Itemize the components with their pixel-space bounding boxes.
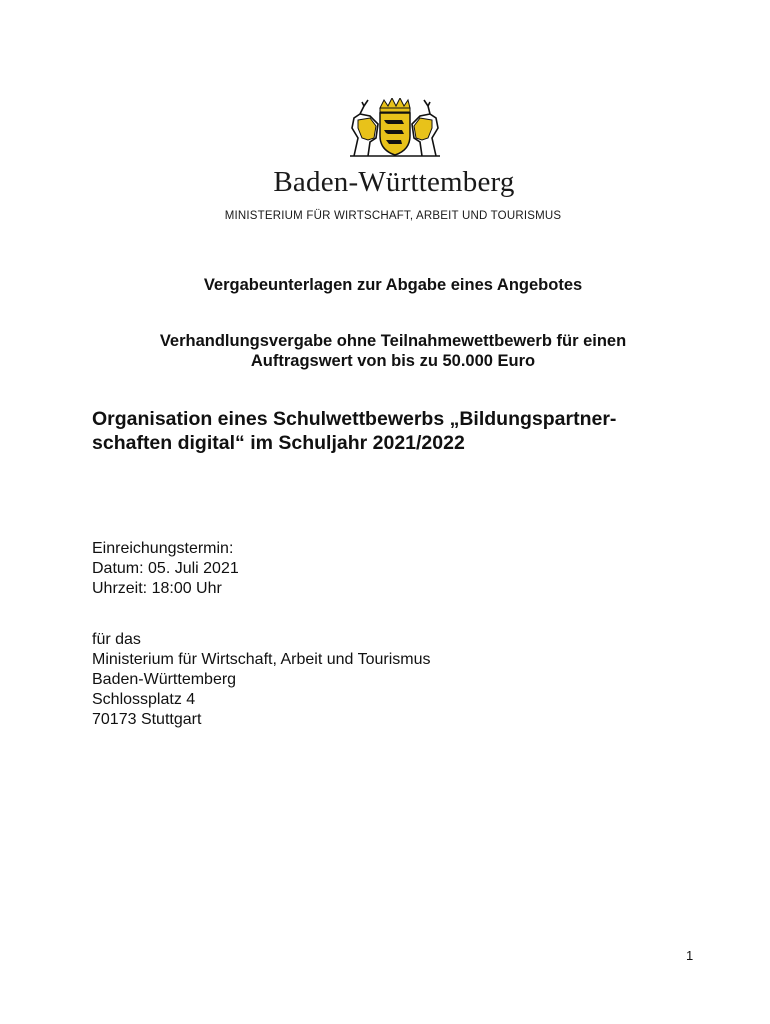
document-heading: Vergabeunterlagen zur Abgabe eines Angebotes <box>203 276 583 294</box>
project-title-line: schaften digital“ im Schuljahr 2021/2022 <box>92 432 465 454</box>
submission-deadline <box>92 539 239 599</box>
deadline-time: Uhrzeit: 18:00 Uhr <box>92 580 222 597</box>
recipient-line: für das <box>92 631 141 648</box>
recipient-line: Ministerium für Wirtschaft, Arbeit und Tourismus <box>92 651 431 668</box>
recipient-line: 70173 Stuttgart <box>92 711 202 728</box>
deadline-label: Einreichungstermin: <box>92 540 234 557</box>
procedure-heading <box>0 331 770 371</box>
brand-name: Baden-Württemberg <box>273 166 515 198</box>
procedure-heading-line: Auftragswert von bis zu 50.000 Euro <box>250 352 536 370</box>
project-title-line: Organisation eines Schulwettbewerbs „Bildungspartner- <box>92 408 617 430</box>
recipient-line: Baden-Württemberg <box>92 671 237 688</box>
recipient-line: Schlossplatz 4 <box>92 691 196 708</box>
deadline-date: Datum: 05. Juli 2021 <box>92 560 239 577</box>
page-number: 1 <box>686 948 694 963</box>
recipient-address <box>92 630 430 730</box>
procedure-heading-line: Verhandlungsvergabe ohne Teilnahmewettbewerb für einen <box>159 332 627 350</box>
ministry-line: MINISTERIUM FÜR WIRTSCHAFT, ARBEIT UND TOURISMUS <box>224 210 562 222</box>
project-title <box>92 407 692 455</box>
baden-wuerttemberg-coat-of-arms-icon <box>340 98 450 158</box>
